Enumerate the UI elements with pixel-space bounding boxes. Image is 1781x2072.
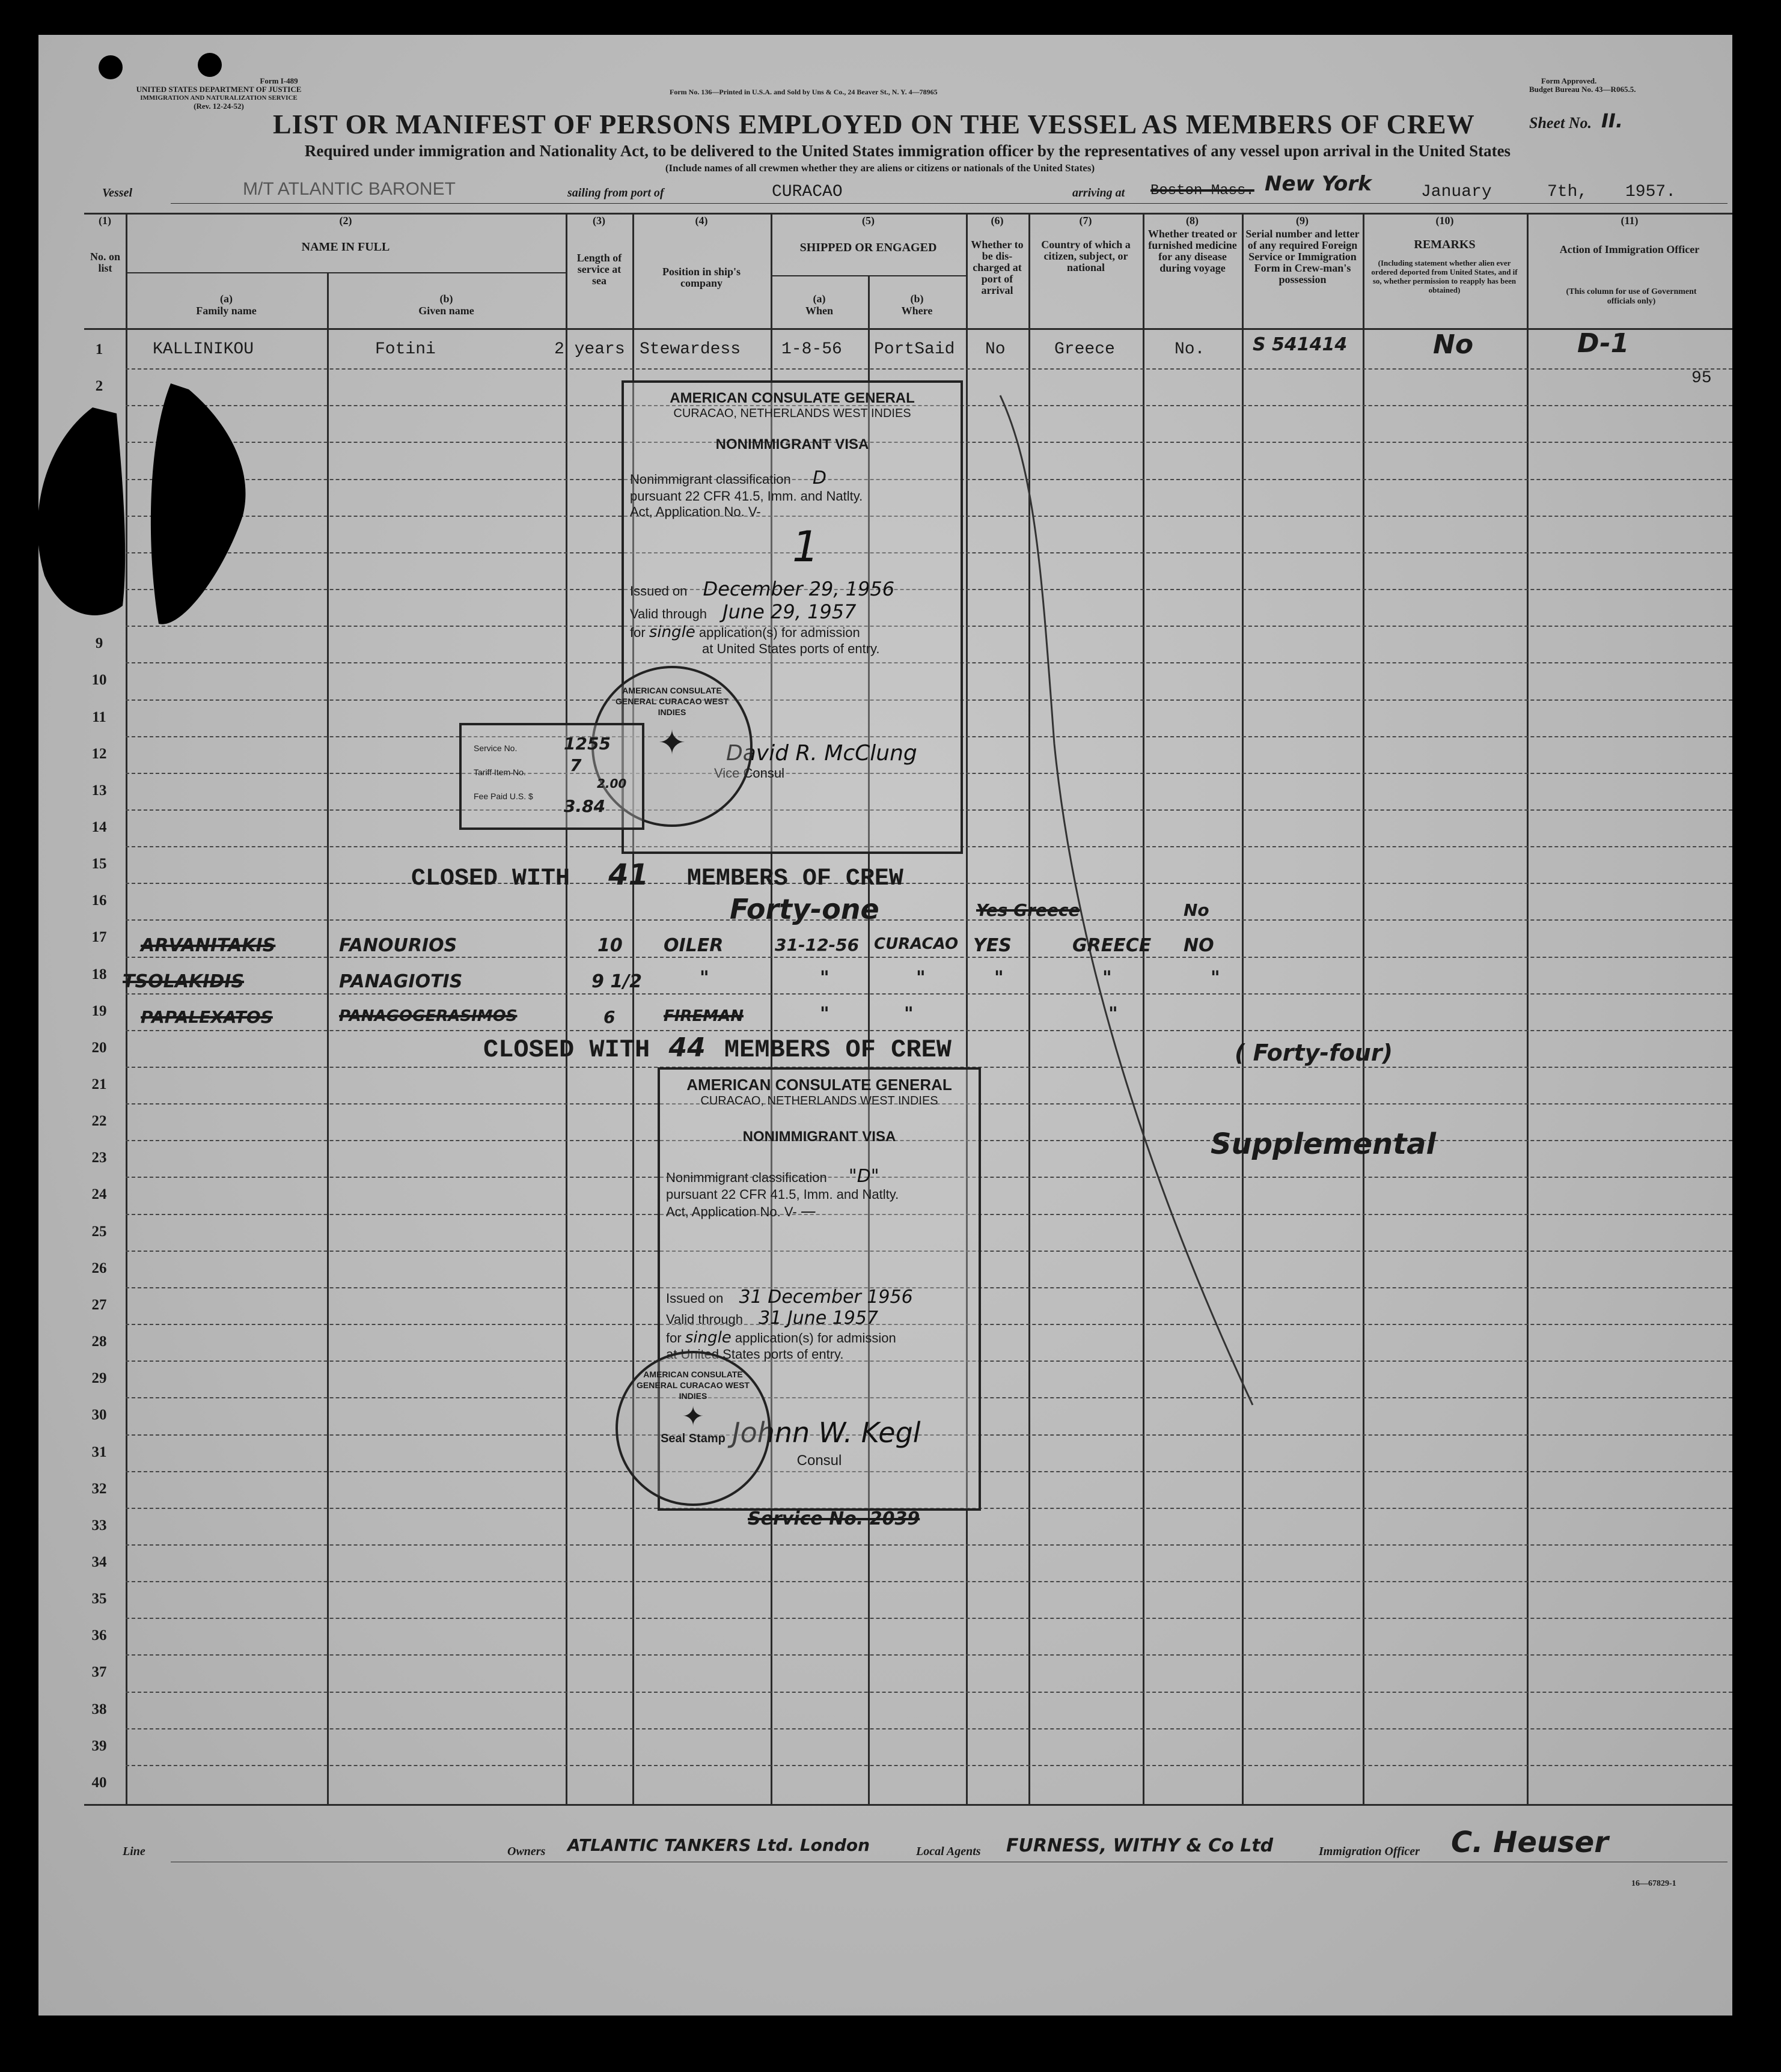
- closed2-hand: ( Forty-four): [1235, 1040, 1393, 1066]
- punch-hole-right: [198, 53, 222, 77]
- row18-given: PANAGIOTIS: [339, 971, 463, 992]
- row-number: 35: [91, 1591, 107, 1607]
- row-number: 9: [95, 635, 103, 652]
- stamp2-issued-value: 31 December 1956: [739, 1287, 913, 1308]
- row17-when: 31-12-56: [775, 935, 860, 955]
- hdr-shipped: SHIPPED OR ENGAGED: [799, 241, 937, 254]
- col-num-10: (10): [1435, 215, 1454, 227]
- stamp2-line3: NONIMMIGRANT VISA: [742, 1129, 896, 1145]
- row18-ditto-1: ": [700, 967, 709, 989]
- stamp1-line2: CURACAO, NETHERLANDS WEST INDIES: [673, 407, 911, 420]
- stamp1-ports: at United States ports of entry.: [702, 641, 880, 656]
- col-num-6: (6): [991, 215, 1004, 227]
- row-number: 28: [91, 1333, 107, 1350]
- stamp2-line5: pursuant 22 CFR 41.5, Imm. and Natlty.: [666, 1187, 899, 1202]
- closed1-tail: MEMBERS OF CREW: [686, 865, 903, 892]
- hdr-given: Given name: [418, 305, 474, 317]
- row1-serial: S 541414: [1253, 334, 1348, 355]
- footer-owners-label: Owners: [507, 1845, 546, 1858]
- hdr-action: Action of Immigration Officer: [1559, 243, 1700, 255]
- stamp2-class-label: Nonimmigrant classification: [666, 1170, 827, 1185]
- row17-family: ARVANITAKIS: [141, 935, 276, 956]
- row-number: 33: [91, 1517, 107, 1534]
- stamp1-valid-value: June 29, 1957: [722, 600, 857, 623]
- budget-bureau: Budget Bureau No. 43—R065.5.: [1529, 85, 1636, 94]
- row-number: 24: [91, 1186, 107, 1203]
- vessel-value: M/T ATLANTIC BARONET: [243, 179, 456, 199]
- row1-country: Greece: [1054, 340, 1115, 359]
- row-divider: [126, 368, 1732, 370]
- date-value: January: [1421, 183, 1492, 201]
- row1-action: D-1: [1577, 328, 1630, 359]
- stamp2-service: Service No. 2039: [748, 1508, 920, 1529]
- row19-ditto-2: ": [904, 1004, 914, 1025]
- row-number: 27: [91, 1296, 107, 1313]
- hdr-family: Family name: [196, 305, 257, 317]
- row19-family: PAPALEXATOS: [141, 1007, 273, 1027]
- fee-paid-value: 3.84: [564, 796, 606, 816]
- row-number: 19: [91, 1002, 107, 1019]
- vessel-label: Vessel: [102, 186, 132, 200]
- row19-ditto-3: ": [1108, 1004, 1118, 1025]
- row-number: 34: [91, 1553, 107, 1570]
- footer-officer-signature: C. Heuser: [1451, 1826, 1608, 1859]
- footer-owners-value: ATLANTIC TANKERS Ltd. London: [567, 1835, 870, 1855]
- fee-service-value: 1255: [564, 734, 611, 754]
- closed1-num: 41: [608, 858, 649, 892]
- seal2-text: Seal Stamp: [661, 1432, 726, 1445]
- row19-position: FIREMAN: [664, 1007, 744, 1025]
- row-number: 40: [91, 1774, 107, 1791]
- hdr-remarks: REMARKS: [1414, 238, 1476, 251]
- col-divider-12: [1527, 213, 1529, 1805]
- hdr-remarks-note: (Including statement whether alien ever ordered deported from United States, and if so, whether permission to reapply has been obtained): [1371, 258, 1518, 294]
- hdr-given-b: (b): [439, 293, 453, 305]
- arriving-struck: Boston Mass.: [1150, 183, 1254, 199]
- row-divider: [126, 1692, 1732, 1693]
- row-number: 25: [91, 1223, 107, 1240]
- stamp1-class-label: Nonimmigrant classification: [630, 472, 791, 487]
- row1-given: Fotini: [375, 340, 436, 359]
- sailing-label: sailing from port of: [567, 186, 664, 200]
- stamp2-class-value: "D": [848, 1166, 879, 1187]
- stamp1-line5: pursuant 22 CFR 41.5, Imm. and Natlty.: [630, 489, 863, 504]
- stamp1-for-value: single: [649, 623, 695, 641]
- form-number: Form I-489: [260, 76, 298, 85]
- footer-form-code: 16—67829-1: [1631, 1879, 1676, 1888]
- row-number: 22: [91, 1113, 107, 1130]
- row-divider: [126, 1765, 1732, 1766]
- hdr-where: Where: [901, 305, 933, 317]
- row-number: 21: [91, 1076, 107, 1092]
- closed-line-2: [483, 1032, 952, 1064]
- row-number: 29: [91, 1370, 107, 1387]
- row1-when: 1-8-56: [781, 340, 842, 359]
- row19-ditto-1: ": [820, 1004, 829, 1025]
- stamp1-title: Vice Consul: [714, 766, 784, 781]
- fee-tariff-label: Tariff Item No.: [474, 767, 526, 777]
- hdr-country: Country of which a citizen, subject, or national: [1041, 239, 1131, 273]
- sailing-value: CURACAO: [772, 183, 843, 201]
- redaction-blot: [26, 371, 279, 642]
- sheet-value: II.: [1601, 109, 1623, 132]
- name-subheader-rule: [126, 272, 566, 273]
- row1-medicine: No.: [1175, 340, 1205, 359]
- vessel-underline: [171, 203, 1728, 204]
- row-number: 13: [91, 782, 107, 799]
- stamp2-issued-label: Issued on: [666, 1291, 724, 1306]
- row1-position: Stewardess: [640, 340, 741, 359]
- fee-service-label: Service No.: [474, 743, 518, 753]
- row-number: 11: [92, 708, 106, 725]
- table-bottom-rule: [84, 1804, 1732, 1806]
- form-approved: Form Approved.: [1541, 76, 1597, 85]
- arriving-label: arriving at: [1072, 186, 1125, 200]
- consular-seal-2: [616, 1351, 771, 1506]
- include-note: (Include names of all crewmen whether they are aliens or citizens or nationals of the United States): [665, 162, 1095, 174]
- closed1-text: CLOSED WITH: [411, 865, 570, 892]
- arriving-hand: New York: [1265, 172, 1372, 196]
- form-title: LIST OR MANIFEST OF PERSONS EMPLOYED ON THE VESSEL AS MEMBERS OF CREW: [273, 109, 1475, 139]
- row-number: 23: [91, 1150, 107, 1166]
- stamp1-for-label: for: [630, 625, 646, 640]
- row-number: 39: [91, 1737, 107, 1754]
- manifest-paper: [38, 35, 1732, 2016]
- col-divider-3: [566, 213, 567, 1805]
- row18-ditto-4: ": [994, 967, 1004, 989]
- row-number: 26: [91, 1260, 107, 1276]
- stamp2-app-label: Act, Application No. V-: [666, 1204, 797, 1219]
- col-num-11: (11): [1621, 215, 1639, 227]
- stamp2-app-text: application(s) for admission: [735, 1330, 896, 1345]
- stamp1-app-text: application(s) for admission: [698, 625, 860, 640]
- row17-discharged: YES: [973, 935, 1012, 956]
- hdr-where-b: (b): [910, 293, 924, 305]
- printer-note: Form No. 136—Printed in U.S.A. and Sold by Uns & Co., 24 Beaver St., N. Y. 4—78965: [670, 88, 938, 96]
- stamp1-line3: NONIMMIGRANT VISA: [715, 436, 869, 452]
- col-num-1: (1): [99, 215, 111, 227]
- row1-length: 2 years: [554, 340, 625, 359]
- row1-discharged: No: [985, 340, 1006, 359]
- agency-block: [87, 77, 351, 111]
- col-num-7: (7): [1079, 215, 1092, 227]
- day-value: 7th,: [1547, 183, 1588, 201]
- fee-tariff-value: 7: [570, 755, 582, 775]
- row-number: 18: [91, 966, 107, 983]
- closed-line-1: [411, 858, 903, 892]
- hdr-action-note: (This column for use of Government officials only): [1566, 287, 1697, 306]
- diagonal-pen-line: [964, 383, 1505, 1585]
- punch-hole-left: [99, 55, 123, 79]
- stamp2-ports: at United States ports of entry.: [666, 1347, 844, 1362]
- row18-family: TSOLAKIDIS: [123, 971, 244, 992]
- col-num-9: (9): [1296, 215, 1309, 227]
- row-number: 1: [95, 341, 103, 358]
- stamp2-for-label: for: [666, 1330, 682, 1345]
- fee-paid-value2: 2.00: [597, 776, 627, 791]
- row18-ditto-3: ": [916, 967, 926, 989]
- row-divider: [126, 1654, 1732, 1656]
- stamp2-line2: CURACAO, NETHERLANDS WEST INDIES: [700, 1094, 938, 1108]
- stamp1-line1: AMERICAN CONSULATE GENERAL: [670, 390, 915, 406]
- row17-medicine: NO: [1184, 935, 1214, 956]
- row1-where: PortSaid: [874, 340, 955, 359]
- stamp2-valid-value: 31 June 1957: [759, 1308, 879, 1329]
- stamp2-for-value: single: [685, 1329, 732, 1347]
- header-bottom-rule: [84, 328, 1732, 330]
- approval-block: [1529, 77, 1636, 94]
- revision: (Rev. 12-24-52): [194, 102, 244, 111]
- col-num-8: (8): [1186, 215, 1199, 227]
- row-number: 32: [91, 1480, 107, 1497]
- stamp1-class-value: D: [812, 468, 826, 489]
- row16-struck: Yes Greece: [976, 900, 1080, 920]
- footer-officer-label: Immigration Officer: [1319, 1845, 1420, 1858]
- row19-length: 6: [603, 1007, 616, 1027]
- row-number: 10: [91, 672, 107, 689]
- row-number: 31: [91, 1443, 107, 1460]
- service-name: IMMIGRATION AND NATURALIZATION SERVICE: [140, 94, 298, 102]
- stamp1-app-value: 1: [792, 522, 819, 571]
- form-subtitle: Required under immigration and Nationality Act, to be delivered to the United States immigration officer by the representatives of any vessel upon arrival in the United States: [304, 142, 1511, 160]
- hdr-when-a: (a): [813, 293, 826, 305]
- table-top-rule: [84, 213, 1732, 215]
- eagle-icon: ✦: [658, 725, 686, 762]
- row-number: 36: [91, 1627, 107, 1644]
- hdr-no-on-list: No. on list: [90, 251, 120, 274]
- row17-length: 10: [597, 935, 623, 956]
- stamp1-signature: David R. McClung: [726, 741, 917, 766]
- closed2-tail: MEMBERS OF CREW: [724, 1035, 952, 1064]
- col-num-2: (2): [339, 215, 352, 227]
- stamp1-app-label: Act, Application No. V-: [630, 504, 761, 519]
- stamp2-signature: Johnn W. Kegl: [732, 1416, 921, 1449]
- col-num-4: (4): [695, 215, 708, 227]
- row-number: 16: [91, 892, 107, 909]
- row1-side-number: 95: [1691, 369, 1712, 388]
- dept-name: UNITED STATES DEPARTMENT OF JUSTICE: [136, 85, 302, 94]
- fee-paid-label: Fee Paid U.S. $: [474, 791, 533, 801]
- stamp2-app-value: —: [800, 1202, 816, 1220]
- row-number: 15: [91, 856, 107, 873]
- row18-ditto-6: ": [1211, 967, 1220, 989]
- row-divider: [126, 1728, 1732, 1729]
- row-number: 17: [91, 929, 107, 946]
- row18-ditto-5: ": [1102, 967, 1112, 989]
- footer-agents-label: Local Agents: [916, 1845, 981, 1858]
- row17-country: GREECE: [1072, 935, 1152, 956]
- year-value: 1957.: [1625, 183, 1676, 201]
- hdr-discharged: Whether to be dis-charged at port of arrival: [971, 239, 1024, 296]
- fee-stamp: [459, 723, 644, 830]
- row18-length: 9 1/2: [591, 971, 643, 992]
- stamp2-line1: AMERICAN CONSULATE GENERAL: [686, 1076, 952, 1094]
- supplemental-note: Supplemental: [1211, 1127, 1436, 1161]
- row17-position: OILER: [664, 935, 724, 956]
- row-number: 38: [91, 1701, 107, 1717]
- stamp1-issued-value: December 29, 1956: [703, 577, 895, 600]
- hdr-serial: Serial number and letter of any required Foreign Service or Immigration Form in Crew-man's possession: [1245, 228, 1360, 285]
- stamp1-issued-label: Issued on: [630, 584, 688, 599]
- row1-family: KALLINIKOU: [153, 340, 254, 359]
- seal2-eagle-icon: ✦: [682, 1402, 704, 1431]
- col-num-5: (5): [862, 215, 875, 227]
- row-number: 14: [91, 818, 107, 835]
- row-number: 2: [95, 378, 103, 395]
- footer-agents-value: FURNESS, WITHY & Co Ltd: [1006, 1835, 1274, 1856]
- row19-given: PANAGOGERASIMOS: [339, 1007, 518, 1025]
- row16-no: No: [1184, 900, 1209, 920]
- col-num-3: (3): [593, 215, 605, 227]
- row17-where: CURACAO: [874, 935, 959, 953]
- hdr-length: Length of service at sea: [576, 252, 622, 287]
- row-number: 37: [91, 1664, 107, 1681]
- col-divider-2: [327, 272, 329, 1805]
- seal2-ring-text: AMERICAN CONSULATE GENERAL CURACAO WEST INDIES: [637, 1370, 750, 1401]
- row16-text: Forty-one: [730, 893, 879, 925]
- stamp2-title: Consul: [796, 1452, 842, 1469]
- row1-remarks: No: [1433, 329, 1474, 360]
- stamp1-valid-label: Valid through: [630, 606, 707, 621]
- stamp2-valid-label: Valid through: [666, 1312, 744, 1327]
- hdr-medicine: Whether treated or furnished medicine for any disease during voyage: [1147, 228, 1238, 274]
- closed2-num: 44: [668, 1032, 706, 1063]
- hdr-name-in-full: NAME IN FULL: [301, 240, 390, 254]
- hdr-when: When: [805, 305, 833, 317]
- hdr-position: Position in ship's company: [662, 266, 741, 289]
- row17-given: FANOURIOS: [339, 935, 457, 956]
- row-number: 20: [91, 1039, 107, 1056]
- row-divider: [126, 1618, 1732, 1619]
- row-number: 12: [91, 745, 107, 762]
- seal1-ring-text: AMERICAN CONSULATE GENERAL CURACAO WEST INDIES: [616, 686, 729, 717]
- row-number: 30: [91, 1407, 107, 1424]
- hdr-family-a: (a): [220, 293, 233, 305]
- row18-ditto-2: ": [820, 967, 829, 989]
- footer-line-label: Line: [123, 1845, 145, 1858]
- sheet-label: Sheet No.: [1529, 114, 1592, 132]
- closed2-text: CLOSED WITH: [483, 1035, 650, 1064]
